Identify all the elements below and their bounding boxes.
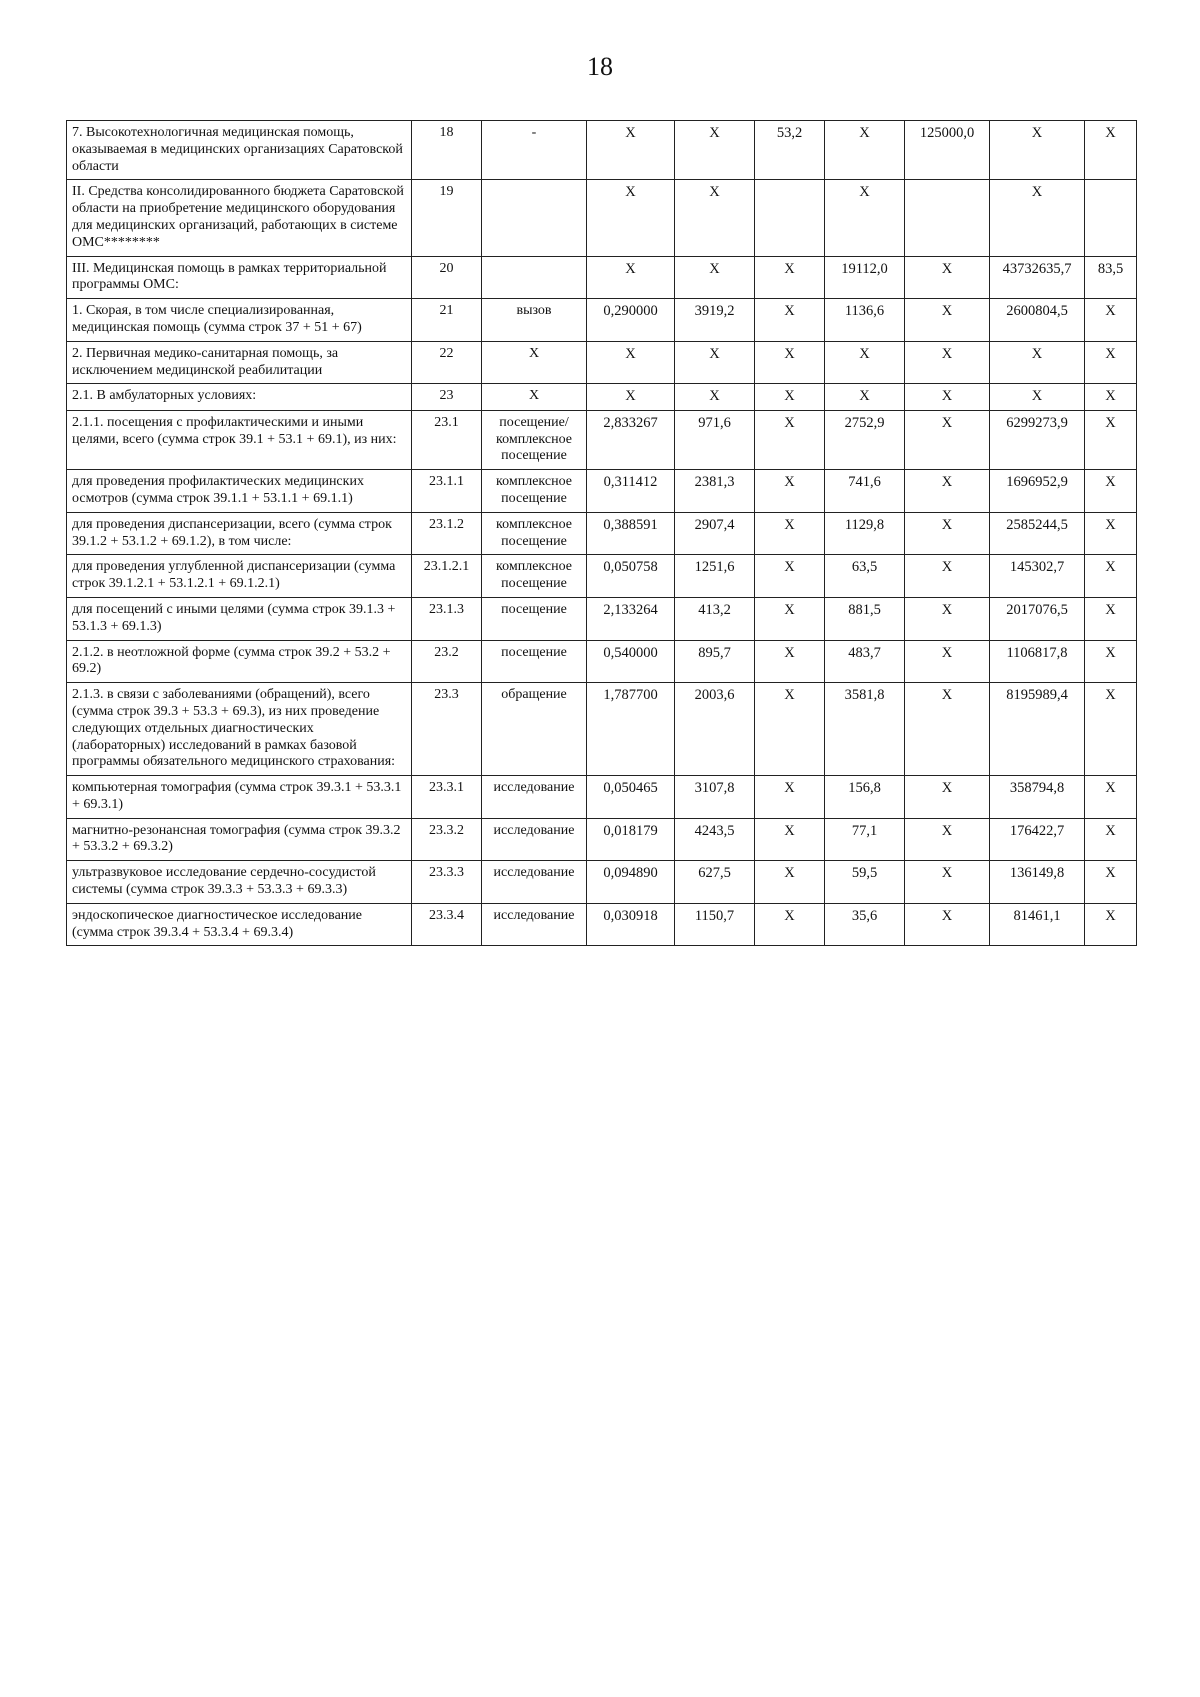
share-percent-cell: X — [1085, 861, 1137, 904]
row-name-cell: 2.1.2. в неотложной форме (сумма строк 39.2 + 53.2 + 69.2) — [67, 640, 412, 683]
budget-per-capita-cell — [755, 180, 825, 256]
budget-per-capita-cell: X — [755, 341, 825, 384]
oms-total-cell: 43732635,7 — [990, 256, 1085, 299]
budget-total-cell: X — [905, 299, 990, 342]
table-row — [67, 776, 1137, 819]
row-code-cell: 23.1 — [412, 410, 482, 469]
budget-per-capita-cell: X — [755, 597, 825, 640]
volume-per-capita-cell: X — [587, 341, 675, 384]
row-unit-cell: X — [482, 341, 587, 384]
budget-per-capita-cell: X — [755, 555, 825, 598]
oms-per-capita-cell: X — [825, 341, 905, 384]
budget-total-cell: X — [905, 555, 990, 598]
oms-per-capita-cell: 156,8 — [825, 776, 905, 819]
budget-total-cell: X — [905, 512, 990, 555]
row-unit-cell: исследование — [482, 861, 587, 904]
row-code-cell: 23.1.2.1 — [412, 555, 482, 598]
share-percent-cell: X — [1085, 818, 1137, 861]
volume-per-capita-cell: 2,833267 — [587, 410, 675, 469]
budget-total-cell: X — [905, 818, 990, 861]
budget-total-cell: X — [905, 384, 990, 410]
budget-total-cell: X — [905, 861, 990, 904]
volume-per-capita-cell: X — [587, 180, 675, 256]
budget-per-capita-cell: X — [755, 861, 825, 904]
oms-total-cell: 1106817,8 — [990, 640, 1085, 683]
share-percent-cell: X — [1085, 410, 1137, 469]
volume-per-capita-cell: 0,018179 — [587, 818, 675, 861]
oms-total-cell: 81461,1 — [990, 903, 1085, 946]
row-code-cell: 23.3.4 — [412, 903, 482, 946]
budget-per-capita-cell: X — [755, 410, 825, 469]
budget-per-capita-cell: X — [755, 903, 825, 946]
oms-per-capita-cell: 881,5 — [825, 597, 905, 640]
cost-per-unit-cell: 3107,8 — [675, 776, 755, 819]
table-row — [67, 555, 1137, 598]
table-row — [67, 683, 1137, 776]
table-row — [67, 861, 1137, 904]
row-code-cell: 19 — [412, 180, 482, 256]
volume-per-capita-cell: 0,311412 — [587, 470, 675, 513]
volume-per-capita-cell: X — [587, 256, 675, 299]
table-row — [67, 121, 1137, 180]
oms-per-capita-cell: 63,5 — [825, 555, 905, 598]
oms-per-capita-cell: X — [825, 384, 905, 410]
budget-per-capita-cell: X — [755, 512, 825, 555]
oms-per-capita-cell: 19112,0 — [825, 256, 905, 299]
budget-total-cell: X — [905, 597, 990, 640]
row-name-cell: для проведения углубленной диспансеризации (сумма строк 39.1.2.1 + 53.1.2.1 + 69.1.2.1) — [67, 555, 412, 598]
table-row — [67, 180, 1137, 256]
volume-per-capita-cell: X — [587, 384, 675, 410]
budget-total-cell: X — [905, 683, 990, 776]
oms-per-capita-cell: 1136,6 — [825, 299, 905, 342]
oms-total-cell: 2585244,5 — [990, 512, 1085, 555]
share-percent-cell: X — [1085, 470, 1137, 513]
row-code-cell: 23.1.2 — [412, 512, 482, 555]
budget-total-cell: 125000,0 — [905, 121, 990, 180]
row-unit-cell: комплексное посещение — [482, 470, 587, 513]
share-percent-cell: X — [1085, 903, 1137, 946]
cost-per-unit-cell: 895,7 — [675, 640, 755, 683]
oms-total-cell: X — [990, 180, 1085, 256]
share-percent-cell: X — [1085, 597, 1137, 640]
row-unit-cell — [482, 256, 587, 299]
table-body — [67, 121, 1137, 946]
row-unit-cell: X — [482, 384, 587, 410]
cost-per-unit-cell: X — [675, 121, 755, 180]
oms-total-cell: X — [990, 121, 1085, 180]
volume-per-capita-cell: X — [587, 121, 675, 180]
oms-per-capita-cell: 35,6 — [825, 903, 905, 946]
oms-per-capita-cell: 1129,8 — [825, 512, 905, 555]
oms-total-cell: 358794,8 — [990, 776, 1085, 819]
share-percent-cell: 83,5 — [1085, 256, 1137, 299]
oms-per-capita-cell: 3581,8 — [825, 683, 905, 776]
share-percent-cell: X — [1085, 121, 1137, 180]
budget-total-cell: X — [905, 470, 990, 513]
budget-per-capita-cell: X — [755, 299, 825, 342]
budget-total-cell: X — [905, 410, 990, 469]
row-code-cell: 23.1.3 — [412, 597, 482, 640]
oms-per-capita-cell: 741,6 — [825, 470, 905, 513]
budget-per-capita-cell: X — [755, 683, 825, 776]
row-unit-cell: комплексное посещение — [482, 512, 587, 555]
row-code-cell: 23.3 — [412, 683, 482, 776]
oms-per-capita-cell: 2752,9 — [825, 410, 905, 469]
table-row — [67, 640, 1137, 683]
row-unit-cell: посещение/ комплексное посещение — [482, 410, 587, 469]
cost-per-unit-cell: 3919,2 — [675, 299, 755, 342]
table-row — [67, 903, 1137, 946]
volume-per-capita-cell: 0,540000 — [587, 640, 675, 683]
oms-total-cell: 8195989,4 — [990, 683, 1085, 776]
row-name-cell: III. Медицинская помощь в рамках территориальной программы ОМС: — [67, 256, 412, 299]
cost-per-unit-cell: 1251,6 — [675, 555, 755, 598]
row-code-cell: 23.3.1 — [412, 776, 482, 819]
row-unit-cell: исследование — [482, 818, 587, 861]
row-name-cell: для проведения диспансеризации, всего (сумма строк 39.1.2 + 53.1.2 + 69.1.2), в том числе: — [67, 512, 412, 555]
oms-total-cell: 145302,7 — [990, 555, 1085, 598]
budget-total-cell: X — [905, 341, 990, 384]
oms-total-cell: X — [990, 384, 1085, 410]
row-name-cell: 1. Скорая, в том числе специализированная, медицинская помощь (сумма строк 37 + 51 + 67) — [67, 299, 412, 342]
budget-per-capita-cell: X — [755, 776, 825, 819]
volume-per-capita-cell: 0,388591 — [587, 512, 675, 555]
row-unit-cell: обращение — [482, 683, 587, 776]
table-row — [67, 818, 1137, 861]
share-percent-cell — [1085, 180, 1137, 256]
oms-per-capita-cell: X — [825, 180, 905, 256]
row-code-cell: 23.3.2 — [412, 818, 482, 861]
share-percent-cell: X — [1085, 299, 1137, 342]
volume-per-capita-cell: 0,030918 — [587, 903, 675, 946]
oms-total-cell: 6299273,9 — [990, 410, 1085, 469]
cost-per-unit-cell: 2907,4 — [675, 512, 755, 555]
volume-per-capita-cell: 0,094890 — [587, 861, 675, 904]
row-name-cell: магнитно-резонансная томография (сумма строк 39.3.2 + 53.3.2 + 69.3.2) — [67, 818, 412, 861]
row-code-cell: 23.2 — [412, 640, 482, 683]
row-name-cell: 2.1.3. в связи с заболеваниями (обращений), всего (сумма строк 39.3 + 53.3 + 69.3), из них проведение следующих отдельных диагностических (лабораторных) исследований в рамках базовой программы обязательного медицинского страхования: — [67, 683, 412, 776]
page-number: 18 — [587, 52, 613, 81]
volume-per-capita-cell: 0,050758 — [587, 555, 675, 598]
share-percent-cell: X — [1085, 384, 1137, 410]
budget-per-capita-cell: X — [755, 640, 825, 683]
budget-total-cell: X — [905, 776, 990, 819]
share-percent-cell: X — [1085, 776, 1137, 819]
oms-total-cell: 2600804,5 — [990, 299, 1085, 342]
table-row — [67, 410, 1137, 469]
share-percent-cell: X — [1085, 341, 1137, 384]
row-unit-cell: посещение — [482, 597, 587, 640]
table-row — [67, 299, 1137, 342]
volume-per-capita-cell: 0,290000 — [587, 299, 675, 342]
row-unit-cell: комплексное посещение — [482, 555, 587, 598]
cost-per-unit-cell: X — [675, 384, 755, 410]
budget-per-capita-cell: X — [755, 384, 825, 410]
volume-per-capita-cell: 0,050465 — [587, 776, 675, 819]
cost-per-unit-cell: 4243,5 — [675, 818, 755, 861]
oms-total-cell: X — [990, 341, 1085, 384]
row-code-cell: 21 — [412, 299, 482, 342]
table-row — [67, 384, 1137, 410]
share-percent-cell: X — [1085, 640, 1137, 683]
oms-per-capita-cell: 483,7 — [825, 640, 905, 683]
oms-total-cell: 1696952,9 — [990, 470, 1085, 513]
row-code-cell: 23.3.3 — [412, 861, 482, 904]
share-percent-cell: X — [1085, 512, 1137, 555]
row-name-cell: ультразвуковое исследование сердечно-сосудистой системы (сумма строк 39.3.3 + 53.3.3 + 69.3.3) — [67, 861, 412, 904]
row-code-cell: 23 — [412, 384, 482, 410]
row-code-cell: 20 — [412, 256, 482, 299]
row-name-cell: II. Средства консолидированного бюджета Саратовской области на приобретение медицинского оборудования для медицинских организаций, работающих в системе ОМС******** — [67, 180, 412, 256]
budget-per-capita-cell: X — [755, 256, 825, 299]
row-name-cell: 7. Высокотехнологичная медицинская помощь, оказываемая в медицинских организациях Саратовской области — [67, 121, 412, 180]
oms-total-cell: 136149,8 — [990, 861, 1085, 904]
table-row — [67, 470, 1137, 513]
table-row — [67, 256, 1137, 299]
budget-per-capita-cell: X — [755, 818, 825, 861]
budget-total-cell: X — [905, 903, 990, 946]
table-row — [67, 341, 1137, 384]
cost-per-unit-cell: 2381,3 — [675, 470, 755, 513]
share-percent-cell: X — [1085, 683, 1137, 776]
row-name-cell: 2.1.1. посещения с профилактическими и иными целями, всего (сумма строк 39.1 + 53.1 + 69.1), из них: — [67, 410, 412, 469]
cost-per-unit-cell: 413,2 — [675, 597, 755, 640]
row-name-cell: 2. Первичная медико-санитарная помощь, за исключением медицинской реабилитации — [67, 341, 412, 384]
oms-total-cell: 2017076,5 — [990, 597, 1085, 640]
row-name-cell: для посещений с иными целями (сумма строк 39.1.3 + 53.1.3 + 69.1.3) — [67, 597, 412, 640]
cost-per-unit-cell: X — [675, 341, 755, 384]
row-code-cell: 22 — [412, 341, 482, 384]
row-unit-cell: вызов — [482, 299, 587, 342]
budget-total-cell — [905, 180, 990, 256]
oms-total-cell: 176422,7 — [990, 818, 1085, 861]
row-name-cell: компьютерная томография (сумма строк 39.3.1 + 53.3.1 + 69.3.1) — [67, 776, 412, 819]
budget-total-cell: X — [905, 256, 990, 299]
program-funding-table — [66, 120, 1137, 946]
row-name-cell: 2.1. В амбулаторных условиях: — [67, 384, 412, 410]
cost-per-unit-cell: 1150,7 — [675, 903, 755, 946]
row-unit-cell: исследование — [482, 776, 587, 819]
volume-per-capita-cell: 2,133264 — [587, 597, 675, 640]
row-code-cell: 18 — [412, 121, 482, 180]
cost-per-unit-cell: 627,5 — [675, 861, 755, 904]
row-unit-cell: посещение — [482, 640, 587, 683]
row-unit-cell: - — [482, 121, 587, 180]
row-code-cell: 23.1.1 — [412, 470, 482, 513]
table-row — [67, 597, 1137, 640]
budget-total-cell: X — [905, 640, 990, 683]
cost-per-unit-cell: 2003,6 — [675, 683, 755, 776]
budget-per-capita-cell: X — [755, 470, 825, 513]
cost-per-unit-cell: X — [675, 256, 755, 299]
cost-per-unit-cell: 971,6 — [675, 410, 755, 469]
row-name-cell: эндоскопическое диагностическое исследование (сумма строк 39.3.4 + 53.3.4 + 69.3.4) — [67, 903, 412, 946]
budget-per-capita-cell: 53,2 — [755, 121, 825, 180]
oms-per-capita-cell: X — [825, 121, 905, 180]
table-row — [67, 512, 1137, 555]
oms-per-capita-cell: 59,5 — [825, 861, 905, 904]
share-percent-cell: X — [1085, 555, 1137, 598]
oms-per-capita-cell: 77,1 — [825, 818, 905, 861]
row-unit-cell: исследование — [482, 903, 587, 946]
cost-per-unit-cell: X — [675, 180, 755, 256]
row-name-cell: для проведения профилактических медицинских осмотров (сумма строк 39.1.1 + 53.1.1 + 69.1.1) — [67, 470, 412, 513]
volume-per-capita-cell: 1,787700 — [587, 683, 675, 776]
row-unit-cell — [482, 180, 587, 256]
